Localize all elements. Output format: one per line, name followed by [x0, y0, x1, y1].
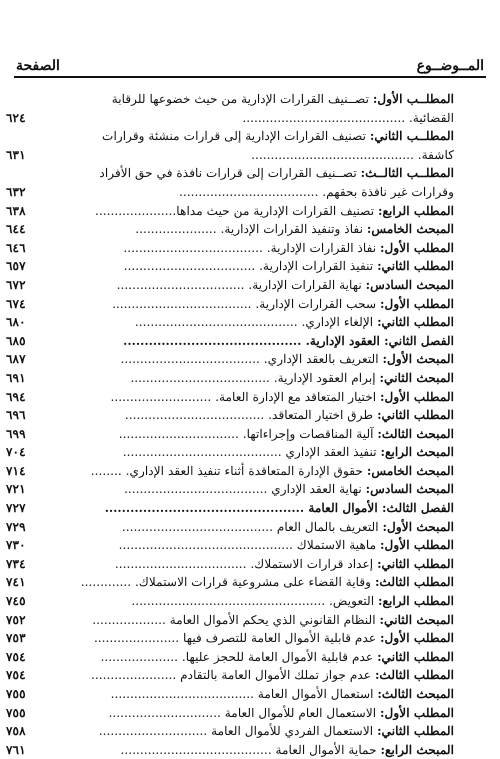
toc-entry — [124, 259, 460, 273]
toc-row — [6, 202, 460, 221]
toc-entry — [242, 111, 460, 125]
toc-page-number: ٧٥٥ — [6, 705, 26, 720]
toc-entry-text: الإلغاء الإداري. .......................................... — [134, 315, 374, 330]
toc-page-number: ٦٥٧ — [6, 259, 26, 274]
toc-page-number: ٧٥٣ — [6, 631, 26, 646]
toc-row — [6, 146, 460, 165]
toc-entry — [125, 408, 460, 422]
toc-entry-text: اختيار المتعاقد مع الإدارة العامة. .......................... — [110, 389, 377, 404]
toc-entry — [119, 538, 460, 552]
toc-header — [16, 52, 484, 74]
toc-row — [6, 295, 460, 314]
header-rule — [14, 76, 486, 78]
toc-page-number: ٦٣٢ — [6, 184, 26, 199]
toc-entry-label: المبحث الرابع: — [380, 742, 454, 757]
toc-entry-text: حقوق الإدارة المتعاقدة أثناء تنفيذ العقد الإداري. ........ — [90, 463, 363, 478]
toc-row — [6, 704, 460, 723]
toc-entry-label: المطلب الأول: — [380, 631, 454, 646]
toc-entry — [179, 185, 460, 199]
toc-entry-label: المطلب الأول: — [380, 705, 454, 720]
toc-row — [6, 369, 460, 388]
toc-page-number: ٦٤٦ — [6, 240, 26, 255]
toc-row — [6, 648, 460, 667]
toc-page-number: ٦٧٢ — [6, 277, 26, 292]
toc-row — [40, 90, 460, 109]
toc-entry — [117, 278, 460, 292]
toc-entry — [123, 334, 460, 348]
toc-row — [6, 499, 460, 518]
toc-entry — [91, 668, 460, 682]
toc-row — [6, 443, 460, 462]
toc-entry-label: المطلب الرابع: — [378, 203, 454, 218]
toc-row — [6, 722, 460, 741]
toc-page-number: ٧٥٢ — [6, 612, 26, 627]
toc-entry — [130, 371, 460, 385]
toc-entry-text: التعريف بالعقد الإداري. .................................... — [120, 352, 379, 367]
toc-row — [6, 666, 460, 685]
toc-row — [6, 406, 460, 425]
toc-entry — [122, 520, 460, 534]
toc-entry-label: المبحث السادس: — [365, 277, 454, 292]
toc-row — [6, 183, 460, 202]
toc-page-number: ٧٣٠ — [6, 538, 26, 553]
toc-entry — [120, 352, 460, 366]
toc-page-number: ٧٥٤ — [6, 649, 26, 664]
toc-entry-text: وقاية القضاء على مشروعية قرارات الاستملاك. ............. — [80, 575, 372, 590]
toc-entry — [135, 315, 460, 329]
toc-entry-label: الفصل الثاني: — [384, 333, 454, 348]
toc-entry-label: المطلب الأول: — [380, 240, 454, 255]
toc-entry-text: عدم قابلية الأموال العامة للحجز عليها. .................... — [100, 649, 374, 664]
toc-entry-label: المطلب الثالث: — [374, 575, 454, 590]
toc-entry — [109, 706, 460, 720]
toc-entry — [251, 148, 460, 162]
toc-list — [6, 90, 460, 759]
toc-entry-label: المطلــب الثالــث: — [360, 166, 454, 181]
page-heading: الصفحة — [16, 58, 60, 74]
toc-entry — [123, 445, 460, 459]
toc-row — [6, 220, 460, 239]
toc-entry-label: المطلــب الأول: — [372, 92, 454, 106]
toc-entry — [123, 241, 460, 255]
toc-entry-text: إبرام العقود الإدارية. .................................... — [130, 370, 376, 385]
toc-entry-text: تنفيذ العقد الإداري ......................................... — [122, 445, 377, 460]
toc-row — [6, 276, 460, 295]
toc-entry-text: التعريف بالمال العام ....................................... — [121, 519, 379, 534]
toc-entry-text: سحب القرارات الإدارية. .................................... — [112, 296, 377, 311]
toc-page-number: ٦٩٤ — [6, 389, 26, 404]
toc-page-number: ٧٤٥ — [6, 594, 26, 609]
toc-page-number: ٦٣١ — [6, 147, 26, 162]
toc-entry — [102, 129, 460, 143]
toc-page-number: ٦٤٤ — [6, 222, 26, 237]
toc-entry-text: الاستعمال الفردي للأموال العامة ............................ — [98, 724, 374, 739]
toc-entry-text: إعداد قرارات الاستملاك. .................................. — [114, 556, 374, 571]
toc-entry-text: آلية المناقصات وإجراءاتها. ............................... — [118, 426, 374, 441]
toc-entry-text: وقرارات غير نافذة بحقهم. .................................... — [178, 184, 454, 199]
toc-row — [6, 388, 460, 407]
toc-entry-text: الاستعمال العام للأموال العامة ............................. — [108, 705, 377, 720]
toc-entry-label: المطلــب الثاني: — [369, 129, 454, 144]
toc-entry-label: المطلب الثاني: — [377, 315, 454, 330]
toc-entry-text: طرق اختيار المتعاقد. .................................... — [124, 408, 374, 423]
toc-entry-label: المبحث السادس: — [365, 482, 454, 497]
toc-entry-text: النظام القانوني الذي يحكم الأموال العامة ................... — [92, 612, 376, 627]
toc-entry — [112, 297, 460, 311]
toc-row — [6, 462, 460, 481]
toc-entry-label: المطلب الثاني: — [377, 724, 454, 739]
toc-entry-text: استعمال الأموال العامة ..................................... — [110, 687, 374, 701]
toc-entry — [99, 166, 460, 180]
toc-row — [6, 332, 460, 351]
toc-entry-text: كاشفة. .......................................... — [251, 147, 454, 162]
toc-entry — [115, 557, 460, 571]
toc-entry — [119, 427, 460, 441]
toc-page-number: ٦٧٤ — [6, 296, 26, 311]
toc-entry — [111, 687, 460, 701]
toc-entry-text: تصنيف القرارات الإدارية من حيث مداها..................... — [94, 203, 375, 218]
toc-entry-label: المبحث الثالث: — [377, 687, 454, 701]
toc-page-number: ٧٤١ — [6, 575, 26, 590]
toc-page-number: ٧٢٧ — [6, 501, 26, 516]
toc-entry — [92, 613, 460, 627]
toc-page-number: ٧١٤ — [6, 463, 26, 478]
toc-entry-text: حماية الأموال العامة ....................................... — [120, 742, 377, 757]
toc-entry-label: المبحث الثاني: — [379, 370, 454, 385]
toc-entry-label: المطلب الثالث: — [374, 668, 454, 683]
toc-entry — [121, 743, 460, 757]
toc-row — [6, 109, 460, 128]
toc-page-number: ٧٢٩ — [6, 519, 26, 534]
toc-entry — [124, 482, 460, 496]
toc-page-number: ٧٢١ — [6, 482, 26, 497]
toc-row — [6, 536, 460, 555]
toc-page-number: ٧٥٨ — [6, 724, 26, 739]
toc-page-number: ٦٢٤ — [6, 110, 26, 125]
toc-page-number: ٦٨٧ — [6, 352, 26, 367]
toc-entry-text: تصــنيف القرارات إلى قرارات نافذة في حق الأفراد — [99, 166, 357, 181]
toc-entry-text: ماهية الاستملاك ............................................. — [118, 538, 377, 553]
toc-row — [6, 239, 460, 258]
toc-page-number: ٦٨٥ — [6, 333, 26, 348]
toc-entry-label: المبحث الخامس: — [366, 463, 454, 478]
toc-entry-text: عدم قابلية الأموال العامة للتصرف فيها ...................... — [93, 631, 377, 646]
toc-entry — [94, 631, 460, 645]
toc-entry-label: المبحث الرابع: — [380, 445, 454, 460]
toc-entry-label: المطلب الثاني: — [377, 408, 454, 423]
toc-row — [6, 518, 460, 537]
toc-entry-text: تنفيذ القرارات الإدارية. .................................. — [123, 259, 374, 274]
toc-row — [6, 480, 460, 499]
toc-page-number: ٦٣٨ — [6, 203, 26, 218]
toc-entry-label: المبحث الأول: — [382, 519, 454, 534]
toc-entry — [105, 501, 460, 515]
toc-entry — [101, 650, 460, 664]
toc-entry-text: التعويض. .................................................. — [131, 594, 375, 609]
toc-row — [6, 592, 460, 611]
toc-entry — [91, 464, 460, 478]
toc-entry-text: عدم جواز تملك الأموال العامة بالتقادم ...................... — [91, 668, 372, 683]
toc-entry-text: تصنيف القرارات الإدارية إلى قرارات منشئة وقرارات — [101, 129, 367, 144]
toc-row — [6, 350, 460, 369]
toc-page-number: ٧٣٤ — [6, 556, 26, 571]
toc-entry-label: المطلب الثاني: — [377, 556, 454, 571]
toc-entry-text: تصــنيف القرارات الإدارية من حيث خضوعها للرقابة — [111, 92, 370, 106]
toc-page-number: ٦٩٩ — [6, 426, 26, 441]
toc-entry-text: العقود الإدارية. .......................................... — [123, 333, 380, 348]
toc-page-number: ٧٥٤ — [6, 668, 26, 683]
toc-entry-text: نهاية العقد الإداري ..................................... — [124, 482, 362, 497]
toc-row — [40, 164, 460, 183]
toc-entry-label: المبحث الثاني: — [379, 612, 454, 627]
toc-row — [6, 313, 460, 332]
toc-row — [6, 611, 460, 630]
toc-page-number: ٧٠٤ — [6, 445, 26, 460]
toc-entry-text: نهاية القرارات الإدارية. ................................. — [116, 277, 362, 292]
toc-row — [6, 555, 460, 574]
toc-entry-label: المبحث الأول: — [382, 352, 454, 367]
toc-entry — [99, 724, 460, 738]
toc-entry — [112, 92, 460, 106]
toc-entry-label: المبحث الثالث: — [377, 426, 454, 441]
toc-page-number: ٦٩٦ — [6, 408, 26, 423]
toc-page-number: ٦٨٠ — [6, 315, 26, 330]
toc-row — [6, 629, 460, 648]
toc-page-number: ٧٦١ — [6, 742, 26, 757]
toc-entry-label: المطلب الثاني: — [377, 649, 454, 664]
toc-entry-text: القضائية. .......................................... — [242, 110, 454, 125]
toc-entry-text: نفاذ وتنفيذ القرارات الإدارية. ..................... — [135, 222, 363, 237]
toc-entry-label: المطلب الأول: — [380, 389, 454, 404]
toc-row — [6, 741, 460, 759]
toc-row — [6, 425, 460, 444]
toc-row — [40, 127, 460, 146]
toc-entry — [131, 594, 460, 608]
toc-entry-label: المطلب الأول: — [380, 538, 454, 553]
toc-entry — [135, 222, 460, 236]
toc-row — [6, 573, 460, 592]
toc-row — [6, 685, 460, 704]
toc-entry — [81, 575, 460, 589]
toc-entry-label: المطلب الرابع: — [378, 594, 454, 609]
toc-entry-text: الأموال العامة ............................................... — [104, 501, 378, 516]
toc-entry — [95, 204, 460, 218]
toc-entry-label: الفصل الثالث: — [382, 501, 454, 516]
toc-entry-label: المطلب الأول: — [380, 296, 454, 311]
toc-entry-text: نفاذ القرارات الإدارية. .................................... — [123, 240, 377, 255]
toc-entry-label: المبحث الخامس: — [366, 222, 454, 237]
toc-page-number: ٧٥٥ — [6, 687, 26, 701]
toc-page-number: ٦٩١ — [6, 370, 26, 385]
subject-heading: المــوضــوع — [416, 58, 484, 74]
toc-entry — [110, 390, 460, 404]
toc-entry-label: المطلب الثاني: — [377, 259, 454, 274]
toc-row — [6, 257, 460, 276]
